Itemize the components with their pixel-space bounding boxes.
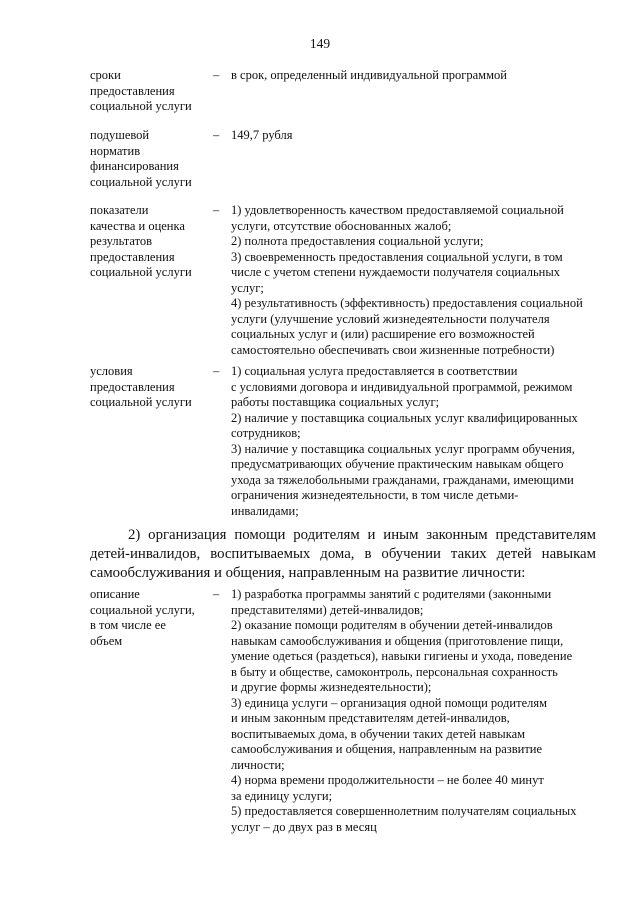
row-label: сроки предоставления социальной услуги <box>90 68 192 113</box>
row-value: в срок, определенный индивидуальной программой <box>231 68 507 82</box>
row-label: подушевой норматив финансирования социальной услуги <box>90 128 192 189</box>
section-heading: 2) организация помощи родителям и иным законным представителям детей-инвалидов, воспитываемых дома, в обучении таких детей навыкам самообслуживания и общения, направленным на развитие личности: <box>90 527 596 581</box>
row-dash: – <box>213 203 220 217</box>
row-value: 1) разработка программы занятий с родителями (законными представителями) детей-инвалидов; 2) оказание помощи родителям в обучении детей-инвалидов навыкам самообслуживания и общения (приготовление пищи, умение одеться (раздеться), навыки гигиены и ухода, поведение в быту и обществе, самоконтроль, персональная сохранность и другие формы жизнедеятельности); 3) единица услуги – организация одной помощи родителям и иным законным представителям детей-инвалидов, воспитываемых дома, в обучении таких детей навыкам самообслуживания и общения, направленным на развитие личности; 4) норма времени продолжительности – не более 40 минут за единицу услуги; 5) предоставляется совершеннолетним получателям социальных услуг – до двух раз в месяц <box>231 587 577 834</box>
row-dash: – <box>213 587 220 601</box>
row-label: описание социальной услуги, в том числе ее объем <box>90 587 195 648</box>
page-number: 149 <box>309 36 331 51</box>
row-value: 1) социальная услуга предоставляется в соответствии с условиями договора и индивидуальной программой, режимом работы поставщика социальных услуг; 2) наличие у поставщика социальных услуг квалифицированных сотрудников; 3) наличие у поставщика социальных услуг программ обучения, предусматривающих обучение практическим навыкам общего ухода за тяжелобольными гражданами, гражданами, имеющими ограничения жизнедеятельности, в том числе детьми- инвалидами; <box>231 364 578 518</box>
row-value: 1) удовлетворенность качеством предоставляемой социальной услуги, отсутствие обоснованных жалоб; 2) полнота предоставления социальной услуги; 3) своевременность предоставления социальной услуги, в том числе с учетом степени нуждаемости получателя социальных услуг; 4) результативность (эффективность) предоставления социальной услуги (улучшение условий жизнедеятельности получателя социальных услуг и (или) расширение его возможностей самостоятельно обеспечивать свои жизненные потребности) <box>231 203 583 357</box>
row-dash: – <box>213 128 220 142</box>
row-dash: – <box>213 68 220 82</box>
row-label: условия предоставления социальной услуги <box>90 364 192 409</box>
row-label: показатели качества и оценка результатов предоставления социальной услуги <box>90 203 192 279</box>
row-value: 149,7 рубля <box>231 128 293 142</box>
row-dash: – <box>213 364 220 378</box>
